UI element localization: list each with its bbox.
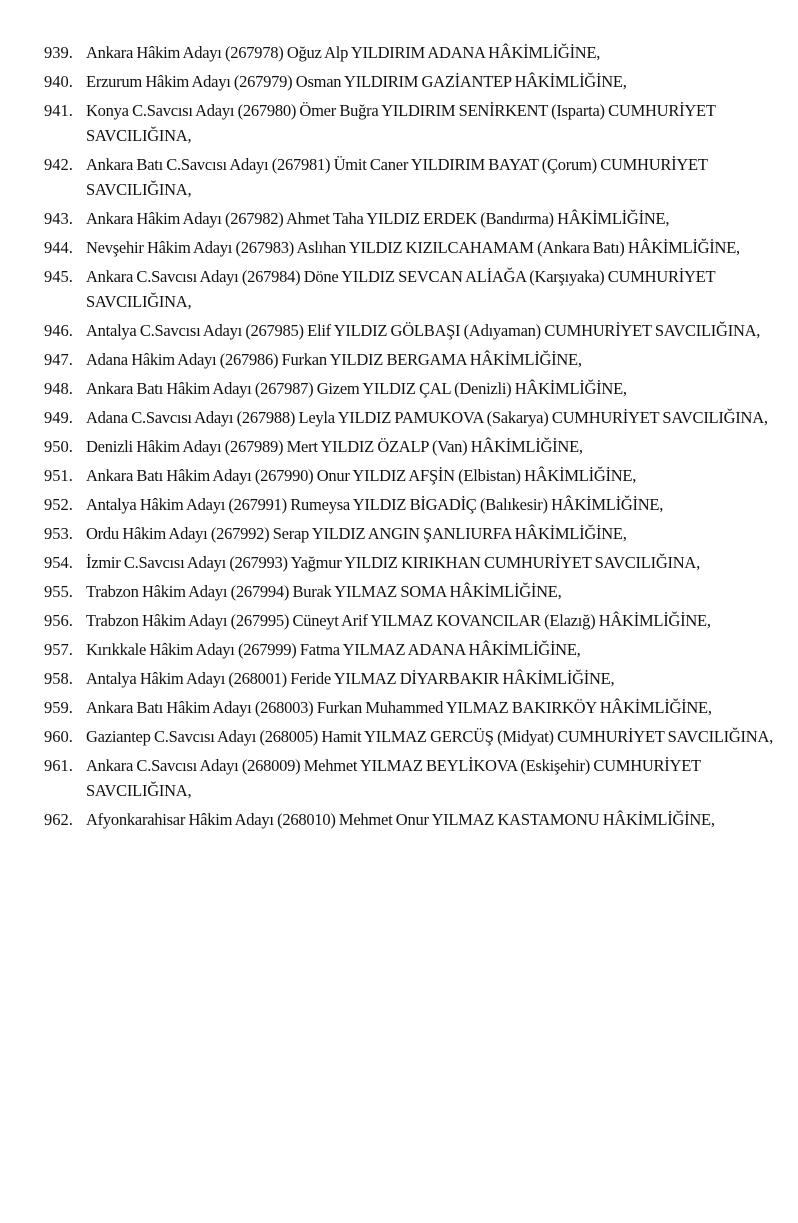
item-number: 943. bbox=[44, 209, 73, 228]
item-number: 957. bbox=[44, 640, 73, 659]
item-text: Antalya Hâkim Adayı (267991) Rumeysa YILDIZ BİGADİÇ (Balıkesir) HÂKİMLİĞİNE, bbox=[86, 495, 664, 514]
item-text: Denizli Hâkim Adayı (267989) Mert YILDIZ ÖZALP (Van) HÂKİMLİĞİNE, bbox=[86, 437, 583, 456]
list-item bbox=[0, 40, 798, 65]
list-item bbox=[0, 152, 798, 202]
item-number: 945. bbox=[44, 267, 73, 286]
item-text: Gaziantep C.Savcısı Adayı (268005) Hamit YILMAZ GERCÜŞ (Midyat) CUMHURİYET SAVCILIĞINA, bbox=[86, 727, 774, 746]
item-text: İzmir C.Savcısı Adayı (267993) Yağmur YILDIZ KIRIKHAN CUMHURİYET SAVCILIĞINA, bbox=[86, 553, 700, 572]
item-text: Ankara Hâkim Adayı (267982) Ahmet Taha YILDIZ ERDEK (Bandırma) HÂKİMLİĞİNE, bbox=[86, 209, 670, 228]
item-text: Nevşehir Hâkim Adayı (267983) Aslıhan YILDIZ KIZILCAHAMAM (Ankara Batı) HÂKİMLİĞİNE, bbox=[86, 238, 740, 257]
item-text: Erzurum Hâkim Adayı (267979) Osman YILDIRIM GAZİANTEP HÂKİMLİĞİNE, bbox=[86, 72, 627, 91]
list-item bbox=[0, 521, 798, 546]
item-number: 958. bbox=[44, 669, 73, 688]
list-item bbox=[0, 206, 798, 231]
item-text: Ordu Hâkim Adayı (267992) Serap YILDIZ ANGIN ŞANLIURFA HÂKİMLİĞİNE, bbox=[86, 524, 627, 543]
item-text: Ankara Batı Hâkim Adayı (267990) Onur YILDIZ AFŞİN (Elbistan) HÂKİMLİĞİNE, bbox=[86, 466, 637, 485]
item-text: Trabzon Hâkim Adayı (267994) Burak YILMAZ SOMA HÂKİMLİĞİNE, bbox=[86, 582, 562, 601]
list-item bbox=[0, 695, 798, 720]
item-number: 942. bbox=[44, 155, 73, 174]
item-text: Afyonkarahisar Hâkim Adayı (268010) Mehmet Onur YILMAZ KASTAMONU HÂKİMLİĞİNE, bbox=[86, 810, 715, 829]
list-item bbox=[0, 376, 798, 401]
list-item bbox=[0, 69, 798, 94]
list-item bbox=[0, 807, 798, 832]
item-number: 950. bbox=[44, 437, 73, 456]
list-item bbox=[0, 318, 798, 343]
item-number: 953. bbox=[44, 524, 73, 543]
list-item bbox=[0, 405, 798, 430]
item-number: 944. bbox=[44, 238, 73, 257]
item-text: Ankara Batı Hâkim Adayı (268003) Furkan Muhammed YILMAZ BAKIRKÖY HÂKİMLİĞİNE, bbox=[86, 698, 712, 717]
item-text: Kırıkkale Hâkim Adayı (267999) Fatma YILMAZ ADANA HÂKİMLİĞİNE, bbox=[86, 640, 581, 659]
list-item bbox=[0, 434, 798, 459]
list-item bbox=[0, 463, 798, 488]
item-text: Ankara Batı Hâkim Adayı (267987) Gizem YILDIZ ÇAL (Denizli) HÂKİMLİĞİNE, bbox=[86, 379, 627, 398]
list-item bbox=[0, 579, 798, 604]
item-number: 956. bbox=[44, 611, 73, 630]
item-text: Ankara Batı C.Savcısı Adayı (267981) Ümit Caner YILDIRIM BAYAT (Çorum) CUMHURİYET SAVCILIĞINA, bbox=[86, 155, 708, 199]
item-number: 962. bbox=[44, 810, 73, 829]
item-text: Antalya Hâkim Adayı (268001) Feride YILMAZ DİYARBAKIR HÂKİMLİĞİNE, bbox=[86, 669, 615, 688]
item-number: 952. bbox=[44, 495, 73, 514]
item-text: Ankara C.Savcısı Adayı (267984) Döne YILDIZ SEVCAN ALİAĞA (Karşıyaka) CUMHURİYET SAVCILIĞINA, bbox=[86, 267, 715, 311]
list-item bbox=[0, 608, 798, 633]
list-item bbox=[0, 724, 798, 749]
item-number: 954. bbox=[44, 553, 73, 572]
item-number: 939. bbox=[44, 43, 73, 62]
item-number: 948. bbox=[44, 379, 73, 398]
item-number: 951. bbox=[44, 466, 73, 485]
list-item bbox=[0, 753, 798, 803]
list-item bbox=[0, 637, 798, 662]
list-item bbox=[0, 492, 798, 517]
item-text: Adana Hâkim Adayı (267986) Furkan YILDIZ BERGAMA HÂKİMLİĞİNE, bbox=[86, 350, 582, 369]
item-number: 949. bbox=[44, 408, 73, 427]
item-text: Antalya C.Savcısı Adayı (267985) Elif YILDIZ GÖLBAŞI (Adıyaman) CUMHURİYET SAVCILIĞINA, bbox=[86, 321, 761, 340]
item-text: Ankara C.Savcısı Adayı (268009) Mehmet YILMAZ BEYLİKOVA (Eskişehir) CUMHURİYET SAVCILIĞINA, bbox=[86, 756, 701, 800]
list-item bbox=[0, 235, 798, 260]
item-number: 946. bbox=[44, 321, 73, 340]
list-item bbox=[0, 666, 798, 691]
item-text: Konya C.Savcısı Adayı (267980) Ömer Buğra YILDIRIM SENİRKENT (Isparta) CUMHURİYET SAVCILIĞINA, bbox=[86, 101, 716, 145]
item-number: 961. bbox=[44, 756, 73, 775]
item-text: Adana C.Savcısı Adayı (267988) Leyla YILDIZ PAMUKOVA (Sakarya) CUMHURİYET SAVCILIĞINA, bbox=[86, 408, 768, 427]
item-text: Trabzon Hâkim Adayı (267995) Cüneyt Arif YILMAZ KOVANCILAR (Elazığ) HÂKİMLİĞİNE, bbox=[86, 611, 711, 630]
list-item bbox=[0, 550, 798, 575]
item-number: 959. bbox=[44, 698, 73, 717]
item-number: 955. bbox=[44, 582, 73, 601]
list-item bbox=[0, 264, 798, 314]
item-number: 940. bbox=[44, 72, 73, 91]
item-text: Ankara Hâkim Adayı (267978) Oğuz Alp YILDIRIM ADANA HÂKİMLİĞİNE, bbox=[86, 43, 601, 62]
item-number: 941. bbox=[44, 101, 73, 120]
item-number: 960. bbox=[44, 727, 73, 746]
list-item bbox=[0, 98, 798, 148]
item-number: 947. bbox=[44, 350, 73, 369]
list-item bbox=[0, 347, 798, 372]
